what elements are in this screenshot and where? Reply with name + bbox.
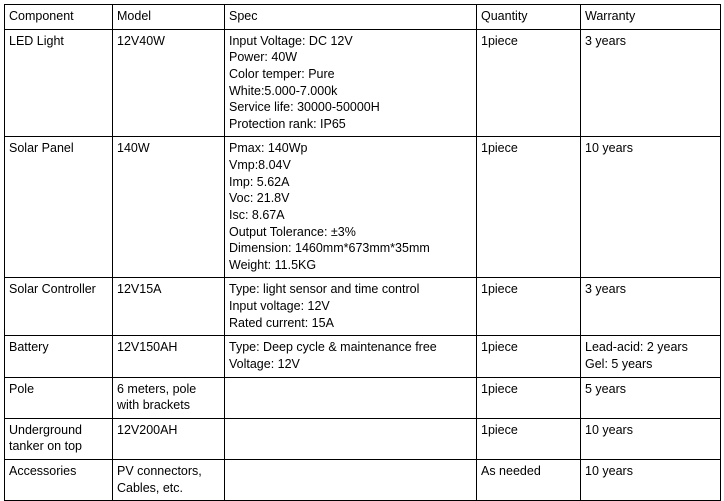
warranty-line: 3 years bbox=[585, 282, 626, 297]
cell-quantity: As needed bbox=[477, 460, 581, 501]
cell-warranty bbox=[581, 336, 721, 377]
cell-model: 12V40W bbox=[113, 29, 225, 137]
cell-model: PV connectors, Cables, etc. bbox=[113, 460, 225, 501]
table-row bbox=[5, 278, 721, 336]
spec-line: Weight: 11.5KG bbox=[229, 257, 317, 272]
spec-line: Service life: 30000-50000H bbox=[229, 100, 380, 115]
cell-model: 140W bbox=[113, 137, 225, 278]
warranty-line: 3 years bbox=[585, 33, 626, 48]
cell-component: Solar Controller bbox=[5, 278, 113, 336]
spec-line: Imp: 5.62A bbox=[229, 174, 290, 189]
spec-line: Vmp:8.04V bbox=[229, 158, 291, 172]
cell-warranty bbox=[581, 460, 721, 501]
table-row bbox=[5, 29, 721, 137]
spec-line: Type: light sensor and time control bbox=[229, 282, 420, 297]
cell-warranty bbox=[581, 418, 721, 459]
cell-component: Accessories bbox=[5, 460, 113, 501]
cell-component: Battery bbox=[5, 336, 113, 377]
cell-component: Pole bbox=[5, 377, 113, 418]
spec-line: Input Voltage: DC 12V bbox=[229, 33, 353, 48]
cell-spec bbox=[225, 377, 477, 418]
cell-warranty bbox=[581, 137, 721, 278]
cell-component: Underground tanker on top bbox=[5, 418, 113, 459]
spec-line: Protection rank: IP65 bbox=[229, 116, 346, 131]
cell-quantity: 1piece bbox=[477, 336, 581, 377]
column-header-model: Model bbox=[113, 5, 225, 30]
specification-table bbox=[4, 4, 721, 501]
warranty-line: Lead-acid: 2 years bbox=[585, 340, 688, 355]
spec-line: Dimension: 1460mm*673mm*35mm bbox=[229, 241, 430, 256]
table-row bbox=[5, 336, 721, 377]
cell-component: Solar Panel bbox=[5, 137, 113, 278]
cell-model: 12V15A bbox=[113, 278, 225, 336]
cell-spec bbox=[225, 336, 477, 377]
warranty-line: 10 years bbox=[585, 464, 633, 478]
cell-quantity: 1piece bbox=[477, 377, 581, 418]
cell-warranty bbox=[581, 377, 721, 418]
spec-line: Pmax: 140Wp bbox=[229, 141, 308, 156]
cell-quantity: 1piece bbox=[477, 278, 581, 336]
warranty-line: Gel: 5 years bbox=[585, 356, 653, 371]
spec-line: Voltage: 12V bbox=[229, 356, 300, 371]
table-row bbox=[5, 377, 721, 418]
cell-component: LED Light bbox=[5, 29, 113, 137]
table-row bbox=[5, 418, 721, 459]
table-row bbox=[5, 137, 721, 278]
cell-spec bbox=[225, 137, 477, 278]
spec-line: Type: Deep cycle & maintenance free bbox=[229, 340, 437, 355]
cell-model: 6 meters, pole with brackets bbox=[113, 377, 225, 418]
column-header-warranty: Warranty bbox=[581, 5, 721, 30]
cell-quantity: 1piece bbox=[477, 418, 581, 459]
spec-line: Power: 40W bbox=[229, 50, 298, 65]
spec-line: White:5.000-7.000k bbox=[229, 83, 338, 98]
warranty-line: 10 years bbox=[585, 422, 633, 437]
cell-spec bbox=[225, 278, 477, 336]
warranty-line: 10 years bbox=[585, 141, 633, 156]
spec-line: Output Tolerance: ±3% bbox=[229, 224, 356, 239]
spec-line: Rated current: 15A bbox=[229, 315, 334, 330]
table-header-row bbox=[5, 5, 721, 30]
warranty-line: 5 years bbox=[585, 381, 626, 396]
cell-quantity: 1piece bbox=[477, 137, 581, 278]
cell-spec bbox=[225, 29, 477, 137]
spec-line: Voc: 21.8V bbox=[229, 191, 290, 206]
column-header-component: Component bbox=[5, 5, 113, 30]
spec-line: Color temper: Pure bbox=[229, 66, 335, 81]
column-header-quantity: Quantity bbox=[477, 5, 581, 30]
cell-quantity: 1piece bbox=[477, 29, 581, 137]
cell-spec bbox=[225, 418, 477, 459]
cell-warranty bbox=[581, 278, 721, 336]
cell-model: 12V200AH bbox=[113, 418, 225, 459]
cell-model: 12V150AH bbox=[113, 336, 225, 377]
spec-line: Input voltage: 12V bbox=[229, 299, 330, 313]
table-row bbox=[5, 460, 721, 501]
cell-spec bbox=[225, 460, 477, 501]
spec-line: Isc: 8.67A bbox=[229, 207, 285, 222]
column-header-spec: Spec bbox=[225, 5, 477, 30]
cell-warranty bbox=[581, 29, 721, 137]
